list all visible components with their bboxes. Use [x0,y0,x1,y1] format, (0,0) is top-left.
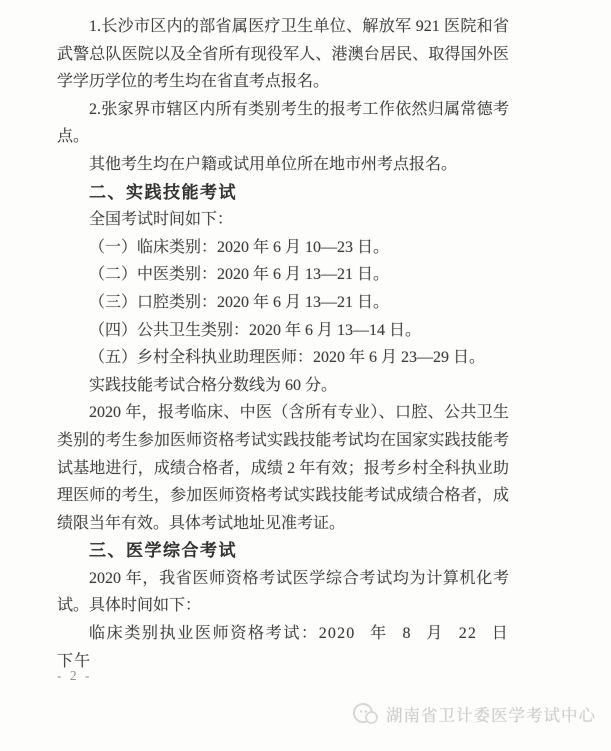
paragraph-changsha-registration: 1.长沙市区内的部省属医疗卫生单位、解放军 921 医院和省武警总队医院以及全省所有现役军人、港澳台居民、取得国外医学学历学位的考生均在省直考点报名。 [57,18,509,91]
paragraph-national-exam-schedule-intro: 全国考试时间如下： [89,211,234,229]
paragraph-zhangjiajie-registration: 2.张家界市辖区内所有类别考生的报考工作依然归属常德考点。 [57,100,509,146]
list-item-clinical-category-date: （一）临床类别：2020 年 6 月 10—23 日。 [89,238,390,256]
section-heading-medical-comprehensive-exam: 三、医学综合考试 [89,541,237,561]
paragraph-clinical-exam-datetime: 临床类别执业医师资格考试：2020 年 8 月 22 日下午 [57,625,509,670]
list-item-tcm-category-date: （二）中医类别：2020 年 6 月 13—21 日。 [89,266,390,284]
org-logo-icon [352,701,379,727]
list-item-stomatology-category-date: （三）口腔类别：2020 年 6 月 13—21 日。 [89,293,390,311]
paragraph-passing-score: 实践技能考试合格分数线为 60 分。 [89,376,338,394]
paragraph-other-candidates: 其他考生均在户籍或试用单位所在地市州考点报名。 [89,155,458,173]
section-heading-practical-skills-exam: 二、实践技能考试 [89,182,237,202]
watermark [352,701,596,727]
paragraph-exam-base-validity: 2020 年，报考临床、中医（含所有专业）、口腔、公共卫生类别的考生参加医师资格考试实践技能考试均在国家实践技能考试基地进行，成绩合格者，成绩 2 年有效；报考乡村全科执业助理医师的考生，参加医师资格考试实践技能考试成绩合格者，成绩限当年有效。具体考试地址见准考证。 [57,404,509,532]
list-item-rural-assistant-physician-date: （五）乡村全科执业助理医师：2020 年 6 月 23—29 日。 [89,349,486,367]
watermark-text: 湖南省卫计委医学考试中心 [386,706,596,725]
paragraph-computer-based-exam: 2020 年，我省医师资格考试医学综合考试均为计算机化考试。具体时间如下： [57,569,509,615]
document-body [57,13,509,675]
list-item-public-health-category-date: （四）公共卫生类别：2020 年 6 月 13—14 日。 [89,321,422,339]
page-number: - 2 - [57,668,92,683]
